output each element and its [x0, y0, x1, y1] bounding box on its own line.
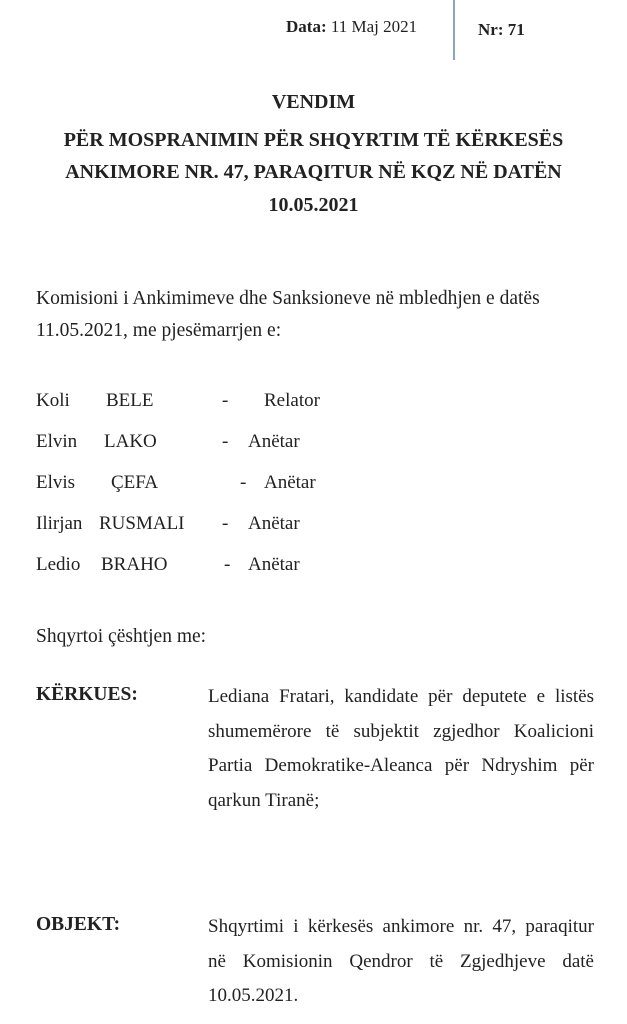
- kerkues-label: KËRKUES:: [36, 684, 138, 705]
- nr-value: 71: [507, 20, 525, 39]
- title-line-3: ANKIMORE NR. 47, PARAQITUR NË KQZ NË DATËN: [65, 161, 562, 183]
- member-last-name: ÇEFA: [111, 472, 159, 493]
- member-last-name: BRAHO: [101, 554, 168, 575]
- member-first-name: Ledio: [36, 554, 81, 575]
- objekt-line: në Komisionin Qendror të Zgjedhjeve datë: [208, 950, 594, 972]
- member-first-name: Ilirjan: [36, 513, 83, 534]
- kerkues-line: shumemërore të subjektit zgjedhor Koalicioni: [208, 720, 594, 742]
- member-dash: -: [222, 431, 229, 452]
- member-first-name: Elvis: [36, 472, 76, 493]
- intro-line-1: Komisioni i Ankimimeve dhe Sanksioneve në mbledhjen e datës: [36, 288, 540, 309]
- member-last-name: LAKO: [104, 431, 157, 452]
- member-last-name: BELE: [106, 390, 154, 411]
- nr-label: Nr:: [478, 20, 504, 39]
- date-label: Data:: [286, 17, 327, 36]
- member-dash: -: [222, 390, 229, 411]
- document-date: [286, 17, 417, 37]
- member-dash: -: [240, 472, 247, 493]
- document-number: [478, 20, 525, 40]
- kerkues-line: Partia Demokratike-Aleanca për Ndryshim për: [208, 755, 594, 776]
- member-dash: -: [224, 554, 231, 575]
- objekt-label: OBJEKT:: [36, 914, 121, 935]
- examined-line: Shqyrtoi çështjen me:: [36, 626, 207, 647]
- member-role: Anëtar: [248, 554, 300, 575]
- member-role: Anëtar: [248, 431, 300, 452]
- title-line-1: VENDIM: [271, 91, 356, 113]
- kerkues-line: Lediana Fratari, kandidate për deputete e listës: [208, 686, 594, 707]
- member-role: Relator: [264, 390, 320, 411]
- date-value: 11 Maj 2021: [330, 17, 418, 36]
- objekt-line: Shqyrtimi i kërkesës ankimore nr. 47, paraqitur: [208, 916, 594, 937]
- member-first-name: Koli: [36, 390, 70, 411]
- header-divider: [453, 0, 455, 60]
- title-line-2: PËR MOSPRANIMIN PËR SHQYRTIM TË KËRKESËS: [63, 129, 564, 151]
- kerkues-line: qarkun Tiranë;: [208, 789, 320, 811]
- title-line-4: 10.05.2021: [268, 194, 359, 216]
- member-role: Anëtar: [264, 472, 316, 493]
- objekt-line: 10.05.2021.: [208, 985, 299, 1006]
- member-dash: -: [222, 513, 229, 534]
- member-first-name: Elvin: [36, 431, 78, 452]
- kerkues-paragraph: [208, 680, 594, 818]
- member-role: Anëtar: [248, 513, 300, 534]
- intro-line-2: 11.05.2021, me pjesëmarrjen e:: [36, 320, 282, 341]
- member-last-name: RUSMALI: [99, 513, 185, 534]
- objekt-paragraph: [208, 910, 594, 1014]
